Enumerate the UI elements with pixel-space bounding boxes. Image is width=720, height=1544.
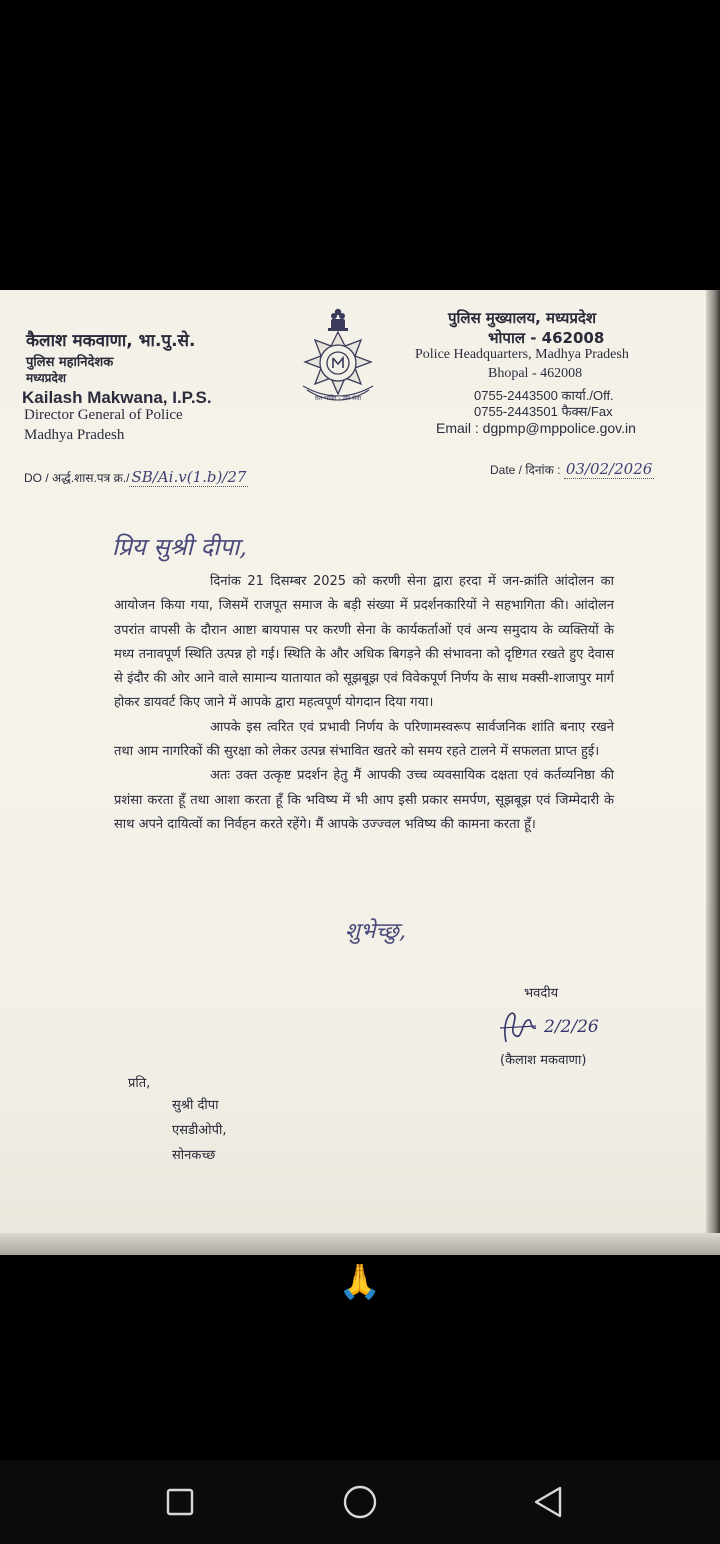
officer-name-hindi: कैलाश मकवाणा, भा.पु.से.: [26, 331, 196, 351]
reference-label: DO / अर्द्ध.शास.पत्र क्र./: [24, 471, 130, 485]
recipient-post: एसडीओपी,: [172, 1123, 227, 1138]
salutation: प्रिय सुश्री दीपा,: [112, 533, 247, 561]
paper-edge-right: [706, 290, 720, 1255]
system-navigation-bar: [0, 1460, 720, 1544]
handwritten-closing: शुभेच्छु,: [345, 919, 406, 944]
officer-name-english: Kailash Makwana, I.P.S.: [22, 388, 212, 407]
date-row: [490, 460, 654, 479]
signatory-name: (कैलाश मकवाणा): [500, 1053, 587, 1068]
reference-number-row: [24, 468, 248, 487]
date-label: Date / दिनांक :: [490, 463, 561, 477]
paragraph-1: दिनांक 21 दिसम्बर 2025 को करणी सेना द्वारा हरदा में जन-क्रांति आंदोलन का आयोजन किया गया, जिसमें राजपूत समाज के बड़ी संख्या में प्रदर्शनकारियों ने सहभागिता की। आंदोलन उपरांत वापसी के दौरान आष्टा बायपास पर करणी सेना के कार्यकर्ताओं एवं अन्य समुदाय के व्यक्तियों के मध्य तनावपूर्ण स्थिति उत्पन्न हो गई। स्थिति के और अधिक बिगड़ने की संभावना को दृष्टिगत रखते हुए देवास से इंदौर की ओर आने वाले सामान्य यातायात को सूझबूझ एवं विवेकपूर्ण निर्णय के साथ मक्सी-शाजापुर मार्ग होकर डायवर्ट किए जाने में आपके द्वारा महत्वपूर्ण योगदान दिया गया।: [114, 574, 614, 711]
back-button[interactable]: [528, 1482, 568, 1522]
paper-edge-bottom: [0, 1233, 720, 1255]
folded-hands-emoji: 🙏: [338, 1262, 382, 1302]
triangle-back-icon: [531, 1484, 565, 1520]
home-button[interactable]: [340, 1482, 380, 1522]
officer-title-hindi: पुलिस महानिदेशक: [26, 355, 114, 370]
office-phone: 0755-2443500 कार्या./Off.: [474, 388, 614, 403]
paragraph-2: आपके इस त्वरित एवं प्रभावी निर्णय के परिणामस्वरूप सार्वजनिक शांति बनाए रखने तथा आम नागरिकों की सुरक्षा को लेकर उत्पन्न संभावित खतरे को समय रहते टालने में सफलता प्राप्त हुई।: [114, 719, 614, 760]
to-label: प्रति,: [128, 1076, 151, 1091]
paragraph-3: अतः उक्त उत्कृष्ट प्रदर्शन हेतु मैं आपकी उच्च व्यवसायिक दक्षता एवं कर्तव्यनिष्ठा की प्रशंसा करता हूँ तथा आशा करता हूँ कि भविष्य में भी आप इसी प्रकार समर्पण, सूझबूझ एवं जिम्मेदारी के साथ अपने दायित्वों का निर्वहन करते रहेंगे। मैं आपके उज्ज्वल भविष्य की कामना करता हूँ।: [114, 768, 614, 832]
office-city-english: Bhopal - 462008: [488, 366, 583, 381]
officer-state-english: Madhya Pradesh: [24, 427, 125, 443]
signature: [492, 1002, 642, 1048]
emblem-motto: देश भक्ति - जन सेवा: [314, 395, 362, 402]
recipient-place: सोनकच्छ: [172, 1148, 216, 1163]
recipient-name: सुश्री दीपा: [172, 1098, 219, 1113]
office-pin-hindi: भोपाल - 462008: [488, 329, 605, 347]
top-blank-area: [0, 0, 720, 290]
office-email: Email : dgpmp@mppolice.gov.in: [436, 420, 636, 436]
date-value: 03/02/2026: [565, 460, 653, 478]
officer-state-hindi: मध्यप्रदेश: [26, 371, 67, 385]
office-name-hindi: पुलिस मुख्यालय, मध्यप्रदेश: [448, 309, 597, 327]
square-icon: [165, 1487, 195, 1517]
letter-body: [114, 570, 614, 837]
office-name-english: Police Headquarters, Madhya Pradesh: [415, 347, 629, 362]
circle-icon: [342, 1484, 378, 1520]
mp-police-emblem-icon: [283, 302, 393, 414]
signature-date: 2/2/26: [544, 1017, 599, 1037]
officer-title-english: Director General of Police: [24, 407, 183, 423]
office-fax: 0755-2443501 फैक्स/Fax: [474, 404, 613, 419]
reference-value: SB/Ai.v(1.b)/27: [131, 468, 247, 486]
yours-faithfully: भवदीय: [524, 986, 559, 1001]
letter-photo[interactable]: [0, 290, 720, 1255]
recents-button[interactable]: [160, 1482, 200, 1522]
